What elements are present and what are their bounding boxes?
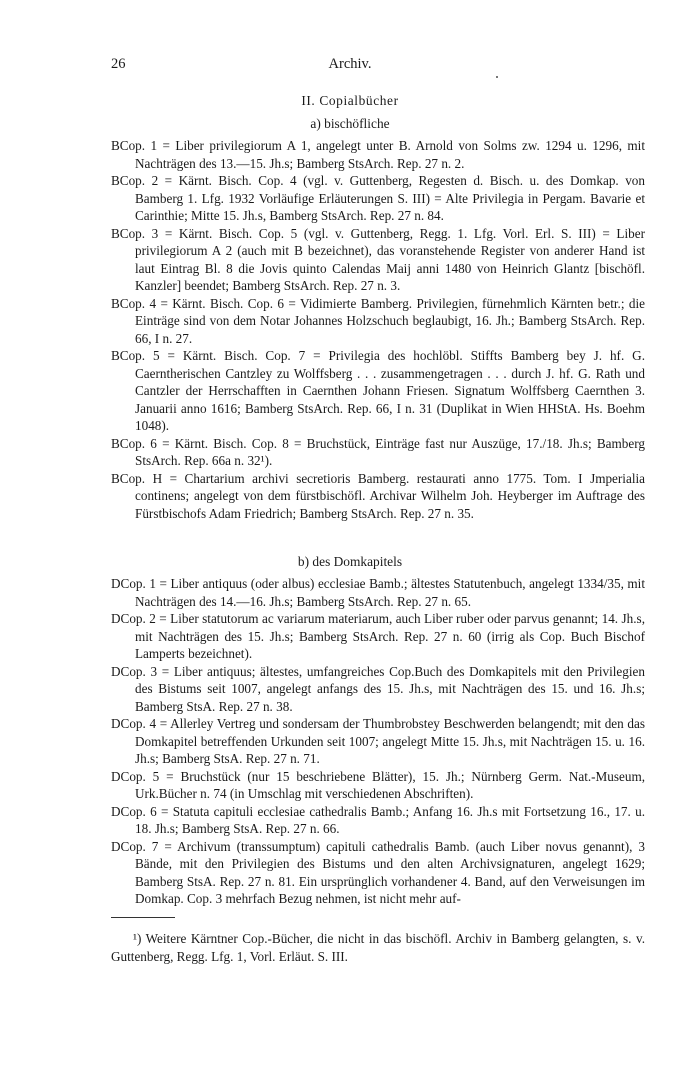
entry-bcop-2: BCop. 2 = Kärnt. Bisch. Cop. 4 (vgl. v. Guttenberg, Regesten d. Bisch. u. des Domkap. von Bamberg 1. Lfg. 1932 Vorläufige Erläuterungen S. III) = Alte Privilegia in Pergam. Bavarie et Carinthie; Mitte 15. Jh.s, Bamberg StsArch. Rep. 27 n. 84. — [111, 173, 645, 223]
entry-bcop-3: BCop. 3 = Kärnt. Bisch. Cop. 5 (vgl. v. Guttenberg, Regg. 1. Lfg. Vorl. Erl. S. III) = Liber privilegiorum A 2 (auch mit B bezeichnet), das voranstehende Register von anderer Hand ist laut Eintrag Bl. 8 die Jovis quinto Calendas Maij anni 1480 von Heinrich Glantz [bischöfl. Kanzler] beendet; Bamberg StsArch. Rep. 27 n. 3. — [111, 225, 645, 293]
entry-bcop-4: BCop. 4 = Kärnt. Bisch. Cop. 6 = Vidimierte Bamberg. Privilegien, fürnehmlich Kärnten betr.; die Einträge sind von dem Notar Johannes Holzschuch beglaubigt, 16. Jh.; Bamberg StsArch. Rep. 66, I n. 27. — [111, 295, 645, 346]
entry-bcop-5: BCop. 5 = Kärnt. Bisch. Cop. 7 = Privilegia des hochlöbl. Stiffts Bamberg bey J. hf. G. Caerntherischen Cantzley zu Wolffsberg . . . zusammengetragen . . . durch J. hf. G. Rath und Cantzler der Herrschafften in Caernthen Johann Friesen. Signatum Wolffsberg Caernthen 3. Januarii anno 1616; Bamberg StsArch. Rep. 66, I n. 31 (Duplikat in Wien HHStA. Hs. Boehm 1048). — [111, 348, 645, 433]
entry-dcop-4: DCop. 4 = Allerley Vertreg und sondersam der Thumbrobstey Beschwerden belangendt; mit den das Domkapitel betreffenden Urkunden seit 1007; angelegt Mitte 15. Jh.s, mit Nachträgen 15. u. 16. Jh.s; Bamberg StsA. Rep. 27 n. 71. — [111, 716, 645, 766]
footnote-separator — [111, 917, 175, 918]
entry-dcop-6: DCop. 6 = Statuta capituli ecclesiae cathedralis Bamb.; Anfang 16. Jh.s mit Fortsetzung 16., 17. u. 18. Jh.s; Bamberg StsA. Rep. 27 n. 66. — [111, 803, 645, 836]
section-title: II. Copialbücher — [301, 93, 399, 108]
footnote: ¹) Weitere Kärntner Cop.-Bücher, die nicht in das bischöfl. Archiv in Bamberg gelangten, s. v. Guttenberg, Regg. Lfg. 1, Vorl. Erläut. S. III. — [111, 931, 645, 964]
entry-bcop-6: BCop. 6 = Kärnt. Bisch. Cop. 8 = Bruchstück, Einträge fast nur Auszüge, 17./18. Jh.s; Bamberg StsArch. Rep. 66a n. 32¹). — [111, 435, 645, 468]
entry-dcop-5: DCop. 5 = Bruchstück (nur 15 beschriebene Blätter), 15. Jh.; Nürnberg Germ. Nat.-Museum, Urk.Bücher n. 74 (in Umschlag mit verschiedenen Abschriften). — [111, 768, 645, 801]
entry-bcop-1: BCop. 1 = Liber privilegiorum A 1, angelegt unter B. Arnold von Solms zw. 1294 u. 1296, mit Nachträgen des 13.—15. Jh.s; Bamberg StsArch. Rep. 27 n. 2. — [111, 138, 645, 171]
entry-dcop-1: DCop. 1 = Liber antiquus (oder albus) ecclesiae Bamb.; ältestes Statutenbuch, angelegt 1334/35, mit Nachträgen des 14.—16. Jh.s; Bamberg StsArch. Rep. 27 n. 65. — [111, 576, 645, 609]
subsection-title-a: a) bischöfliche — [310, 116, 390, 131]
entry-dcop-7: DCop. 7 = Archivum (transsumptum) capituli cathedralis Bamb. (auch Liber novus genannt), 3 Bände, mit den Privilegien des Bistums und den alten Archivsignaturen, angelegt 1629; Bamberg StsA. Rep. 27 n. 81. Ein ursprünglich vorhandener 4. Band, auf den Verweisungen im Domkap. Cop. 3 mehrfach Bezug nehmen, ist nicht mehr auf- — [111, 838, 645, 906]
entry-list-bischoefliche — [111, 137, 645, 522]
running-title: Archiv. — [328, 56, 372, 72]
subsection-title-b: b) des Domkapitels — [297, 554, 403, 569]
entry-dcop-2: DCop. 2 = Liber statutorum ac variarum materiarum, auch Liber ruber oder parvus genannt; 14. Jh.s, mit Nachträgen des 15. Jh.s; Bamberg StsArch. Rep. 27 n. 60 (irrig als Cop. Buch Bischof Lamperts bezeichnet). — [111, 611, 645, 661]
print-speck — [496, 76, 498, 78]
entry-dcop-3: DCop. 3 = Liber antiquus; ältestes, umfangreiches Cop.Buch des Domkapitels mit den Privilegien des Bistums seit 1007, angelegt anfangs des 15. Jh.s, mit Nachträgen des 15. und 16. Jh.s; Bamberg StsA. Rep. 27 n. 38. — [111, 663, 645, 714]
entry-list-domkapitel — [111, 575, 645, 908]
page-number: 26 — [111, 56, 126, 72]
entry-bcop-h: BCop. H = Chartarium archivi secretioris Bamberg. restaurati anno 1775. Tom. I Jmperialia continens; angelegt von dem fürstbischöfl. Archivar Wilhelm Joh. Heyberger im Auftrage des Fürstbischofs Adam Friedrich; Bamberg StsArch. Rep. 27 n. 35. — [111, 470, 645, 521]
